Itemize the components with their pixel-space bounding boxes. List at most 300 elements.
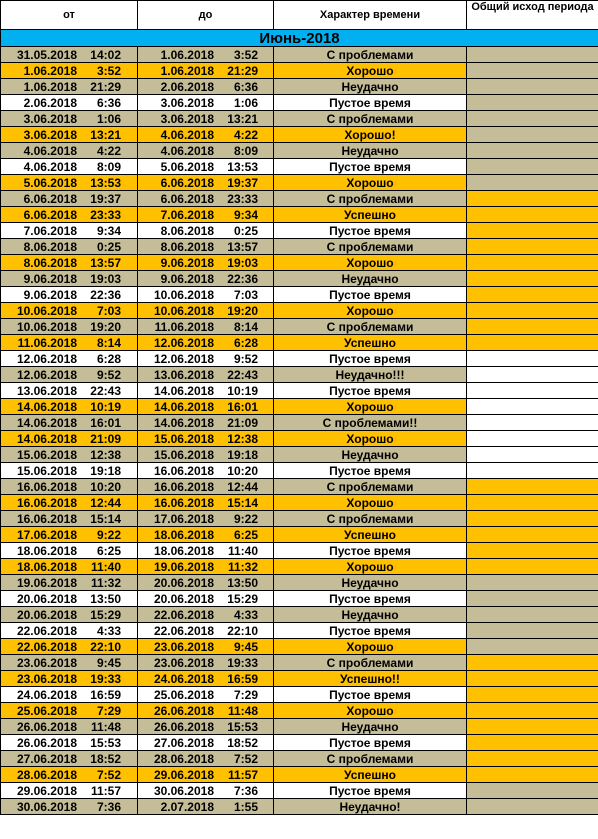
table-row bbox=[1, 447, 598, 463]
from-cell-date: 10.06.2018 bbox=[16, 303, 77, 318]
to-cell-date: 25.06.2018 bbox=[153, 687, 214, 702]
total-cell bbox=[467, 383, 598, 399]
to-cell bbox=[138, 191, 274, 207]
to-cell-time: 11:40 bbox=[227, 543, 258, 558]
to-cell bbox=[138, 383, 274, 399]
from-cell-time: 19:37 bbox=[90, 191, 121, 206]
to-cell-time: 7:29 bbox=[233, 687, 258, 702]
to-cell-time: 10:19 bbox=[227, 383, 258, 398]
from-cell-time: 19:18 bbox=[90, 463, 121, 478]
from-cell-time: 8:14 bbox=[96, 335, 121, 350]
total-cell bbox=[467, 255, 598, 271]
to-cell bbox=[138, 719, 274, 735]
from-cell bbox=[1, 495, 138, 511]
to-cell-time: 6:36 bbox=[233, 79, 258, 94]
to-cell bbox=[138, 207, 274, 223]
from-cell-date: 26.06.2018 bbox=[16, 735, 77, 750]
to-cell-time: 1:06 bbox=[233, 95, 258, 110]
to-cell-date: 5.06.2018 bbox=[160, 159, 214, 174]
from-cell-date: 3.06.2018 bbox=[23, 127, 77, 142]
to-cell-time: 11:32 bbox=[227, 559, 258, 574]
from-cell-time: 19:20 bbox=[90, 319, 121, 334]
to-cell bbox=[138, 431, 274, 447]
to-cell-date: 30.06.2018 bbox=[153, 783, 214, 798]
character-cell: Хорошо bbox=[274, 559, 467, 575]
from-cell-time: 21:29 bbox=[90, 79, 121, 94]
character-cell: С проблемами bbox=[274, 479, 467, 495]
table-row bbox=[1, 463, 598, 479]
from-cell-time: 11:40 bbox=[90, 559, 121, 574]
from-cell-time: 13:53 bbox=[90, 175, 121, 190]
total-cell bbox=[467, 351, 598, 367]
to-cell-date: 11.06.2018 bbox=[154, 319, 214, 334]
from-cell-date: 4.06.2018 bbox=[23, 159, 77, 174]
to-cell bbox=[138, 559, 274, 575]
total-cell bbox=[467, 399, 598, 415]
from-cell bbox=[1, 143, 138, 159]
to-cell bbox=[138, 415, 274, 431]
character-cell: Неудачно bbox=[274, 607, 467, 623]
from-cell bbox=[1, 175, 138, 191]
to-cell bbox=[138, 703, 274, 719]
character-cell: Неудачно bbox=[274, 447, 467, 463]
from-cell-time: 13:21 bbox=[90, 127, 121, 142]
from-cell-date: 2.06.2018 bbox=[23, 95, 77, 110]
table-row bbox=[1, 751, 598, 767]
character-cell: С проблемами bbox=[274, 47, 467, 63]
to-cell-date: 29.06.2018 bbox=[153, 767, 214, 782]
from-cell bbox=[1, 799, 138, 815]
from-cell-date: 30.06.2018 bbox=[16, 799, 77, 814]
table-row bbox=[1, 399, 598, 415]
table-row bbox=[1, 719, 598, 735]
table-row bbox=[1, 287, 598, 303]
total-cell bbox=[467, 111, 598, 127]
to-cell-time: 15:29 bbox=[227, 591, 258, 606]
from-cell bbox=[1, 463, 138, 479]
to-cell bbox=[138, 303, 274, 319]
table-row bbox=[1, 639, 598, 655]
to-cell bbox=[138, 655, 274, 671]
total-cell bbox=[467, 223, 598, 239]
table-row bbox=[1, 143, 598, 159]
table-row bbox=[1, 735, 598, 751]
character-cell: С проблемами bbox=[274, 239, 467, 255]
to-cell-date: 15.06.2018 bbox=[153, 447, 214, 462]
total-cell bbox=[467, 719, 598, 735]
to-cell-date: 23.06.2018 bbox=[153, 639, 214, 654]
to-cell bbox=[138, 79, 274, 95]
from-cell bbox=[1, 367, 138, 383]
from-cell-time: 16:01 bbox=[90, 415, 121, 430]
from-cell-time: 7:52 bbox=[96, 767, 121, 782]
total-cell bbox=[467, 143, 598, 159]
to-cell-date: 26.06.2018 bbox=[153, 719, 214, 734]
to-cell bbox=[138, 639, 274, 655]
from-cell-date: 18.06.2018 bbox=[16, 543, 77, 558]
character-cell: Пустое время bbox=[274, 591, 467, 607]
month-title: Июнь-2018 bbox=[1, 30, 598, 47]
character-cell: Хорошо bbox=[274, 639, 467, 655]
total-cell bbox=[467, 575, 598, 591]
from-cell bbox=[1, 575, 138, 591]
character-cell: Пустое время bbox=[274, 687, 467, 703]
from-cell bbox=[1, 527, 138, 543]
header-from: от bbox=[1, 1, 138, 30]
from-cell-date: 23.06.2018 bbox=[16, 655, 77, 670]
character-cell: Пустое время bbox=[274, 463, 467, 479]
from-cell bbox=[1, 239, 138, 255]
total-cell bbox=[467, 159, 598, 175]
table-row bbox=[1, 95, 598, 111]
character-cell: Неудачно bbox=[274, 271, 467, 287]
table-row bbox=[1, 351, 598, 367]
to-cell-time: 19:33 bbox=[227, 655, 258, 670]
total-cell bbox=[467, 511, 598, 527]
to-cell-time: 12:44 bbox=[227, 479, 258, 494]
to-cell-date: 26.06.2018 bbox=[153, 703, 214, 718]
total-cell bbox=[467, 783, 598, 799]
from-cell-time: 9:52 bbox=[96, 367, 121, 382]
to-cell bbox=[138, 351, 274, 367]
character-cell: Успешно bbox=[274, 207, 467, 223]
character-cell: Успешно!! bbox=[274, 671, 467, 687]
from-cell-date: 14.06.2018 bbox=[16, 399, 77, 414]
from-cell-date: 8.06.2018 bbox=[23, 239, 77, 254]
from-cell bbox=[1, 687, 138, 703]
from-cell-date: 7.06.2018 bbox=[23, 223, 77, 238]
table-body bbox=[1, 47, 598, 815]
to-cell-date: 18.06.2018 bbox=[153, 543, 214, 558]
to-cell-time: 8:14 bbox=[233, 319, 258, 334]
character-cell: С проблемами bbox=[274, 111, 467, 127]
to-cell-date: 1.06.2018 bbox=[160, 47, 214, 62]
from-cell-date: 1.06.2018 bbox=[23, 63, 77, 78]
from-cell bbox=[1, 655, 138, 671]
to-cell bbox=[138, 127, 274, 143]
from-cell bbox=[1, 63, 138, 79]
from-cell-time: 10:20 bbox=[90, 479, 121, 494]
to-cell-time: 21:29 bbox=[227, 63, 258, 78]
to-cell-time: 1:55 bbox=[233, 799, 258, 814]
to-cell-date: 9.06.2018 bbox=[160, 271, 214, 286]
to-cell-time: 22:36 bbox=[227, 271, 258, 286]
from-cell-date: 1.06.2018 bbox=[23, 79, 77, 94]
to-cell bbox=[138, 607, 274, 623]
to-cell-time: 19:18 bbox=[227, 447, 258, 462]
to-cell bbox=[138, 239, 274, 255]
to-cell-date: 8.06.2018 bbox=[160, 239, 214, 254]
to-cell-date: 12.06.2018 bbox=[153, 351, 214, 366]
table-row bbox=[1, 799, 598, 815]
to-cell-date: 17.06.2018 bbox=[153, 511, 214, 526]
to-cell-time: 19:37 bbox=[227, 175, 258, 190]
from-cell-date: 8.06.2018 bbox=[23, 255, 77, 270]
table-row bbox=[1, 271, 598, 287]
to-cell-time: 0:25 bbox=[233, 223, 258, 238]
character-cell: Неудачно!!! bbox=[274, 367, 467, 383]
table-row bbox=[1, 543, 598, 559]
from-cell-time: 22:43 bbox=[90, 383, 121, 398]
character-cell: С проблемами bbox=[274, 751, 467, 767]
from-cell-time: 16:59 bbox=[90, 687, 121, 702]
table-row bbox=[1, 591, 598, 607]
from-cell-time: 7:29 bbox=[96, 703, 121, 718]
character-cell: Хорошо! bbox=[274, 127, 467, 143]
character-cell: Хорошо bbox=[274, 399, 467, 415]
to-cell bbox=[138, 175, 274, 191]
from-cell bbox=[1, 735, 138, 751]
to-cell bbox=[138, 319, 274, 335]
from-cell-time: 11:48 bbox=[90, 719, 121, 734]
from-cell bbox=[1, 223, 138, 239]
to-cell bbox=[138, 783, 274, 799]
from-cell-date: 27.06.2018 bbox=[16, 751, 77, 766]
table-row bbox=[1, 575, 598, 591]
to-cell-date: 3.06.2018 bbox=[160, 95, 214, 110]
table-row bbox=[1, 527, 598, 543]
to-cell-date: 3.06.2018 bbox=[160, 111, 214, 126]
to-cell-date: 14.06.2018 bbox=[153, 383, 214, 398]
from-cell bbox=[1, 751, 138, 767]
table-row bbox=[1, 383, 598, 399]
from-cell bbox=[1, 191, 138, 207]
to-cell-date: 16.06.2018 bbox=[153, 479, 214, 494]
total-cell bbox=[467, 735, 598, 751]
from-cell-date: 26.06.2018 bbox=[16, 719, 77, 734]
from-cell bbox=[1, 591, 138, 607]
from-cell bbox=[1, 47, 138, 63]
character-cell: С проблемами bbox=[274, 655, 467, 671]
from-cell-date: 16.06.2018 bbox=[16, 495, 77, 510]
to-cell-time: 15:14 bbox=[227, 495, 258, 510]
table-row bbox=[1, 495, 598, 511]
from-cell bbox=[1, 543, 138, 559]
header-to: до bbox=[138, 1, 274, 30]
to-cell-date: 20.06.2018 bbox=[153, 575, 214, 590]
header-total: Общий исход периода bbox=[467, 1, 598, 30]
from-cell-date: 9.06.2018 bbox=[23, 271, 77, 286]
to-cell bbox=[138, 447, 274, 463]
to-cell bbox=[138, 399, 274, 415]
to-cell-date: 19.06.2018 bbox=[153, 559, 214, 574]
character-cell: Пустое время bbox=[274, 287, 467, 303]
to-cell-time: 11:48 bbox=[227, 703, 258, 718]
table-row bbox=[1, 319, 598, 335]
total-cell bbox=[467, 335, 598, 351]
from-cell bbox=[1, 255, 138, 271]
character-cell: Пустое время bbox=[274, 623, 467, 639]
to-cell-time: 8:09 bbox=[233, 143, 258, 158]
total-cell bbox=[467, 527, 598, 543]
to-cell bbox=[138, 63, 274, 79]
from-cell-date: 20.06.2018 bbox=[16, 607, 77, 622]
from-cell bbox=[1, 719, 138, 735]
from-cell-time: 4:22 bbox=[96, 143, 121, 158]
from-cell bbox=[1, 767, 138, 783]
from-cell bbox=[1, 399, 138, 415]
from-cell-time: 15:14 bbox=[90, 511, 121, 526]
to-cell-date: 22.06.2018 bbox=[153, 607, 214, 622]
from-cell bbox=[1, 95, 138, 111]
total-cell bbox=[467, 687, 598, 703]
from-cell bbox=[1, 415, 138, 431]
to-cell-time: 7:36 bbox=[233, 783, 258, 798]
to-cell-date: 2.07.2018 bbox=[160, 799, 214, 814]
character-cell: Хорошо bbox=[274, 255, 467, 271]
to-cell-date: 22.06.2018 bbox=[153, 623, 214, 638]
to-cell-date: 15.06.2018 bbox=[153, 431, 214, 446]
to-cell-time: 13:57 bbox=[227, 239, 258, 254]
from-cell-time: 10:19 bbox=[90, 399, 121, 414]
total-cell bbox=[467, 703, 598, 719]
from-cell-date: 28.06.2018 bbox=[16, 767, 77, 782]
to-cell bbox=[138, 479, 274, 495]
table-row bbox=[1, 159, 598, 175]
from-cell-date: 12.06.2018 bbox=[16, 367, 77, 382]
table-row bbox=[1, 767, 598, 783]
to-cell-date: 10.06.2018 bbox=[153, 287, 214, 302]
to-cell-time: 13:50 bbox=[227, 575, 258, 590]
to-cell bbox=[138, 287, 274, 303]
from-cell-date: 22.06.2018 bbox=[16, 623, 77, 638]
to-cell-time: 12:38 bbox=[227, 431, 258, 446]
from-cell-date: 18.06.2018 bbox=[16, 559, 77, 574]
to-cell-time: 3:52 bbox=[233, 47, 258, 62]
from-cell bbox=[1, 335, 138, 351]
from-cell bbox=[1, 271, 138, 287]
to-cell bbox=[138, 335, 274, 351]
from-cell-time: 22:36 bbox=[90, 287, 121, 302]
to-cell-date: 13.06.2018 bbox=[153, 367, 214, 382]
total-cell bbox=[467, 623, 598, 639]
from-cell bbox=[1, 703, 138, 719]
character-cell: Неудачно bbox=[274, 143, 467, 159]
table-row bbox=[1, 687, 598, 703]
character-cell: С проблемами bbox=[274, 511, 467, 527]
table-row bbox=[1, 207, 598, 223]
to-cell bbox=[138, 143, 274, 159]
to-cell-time: 13:53 bbox=[227, 159, 258, 174]
to-cell-date: 7.06.2018 bbox=[160, 207, 214, 222]
table-row bbox=[1, 623, 598, 639]
character-cell: Неудачно bbox=[274, 79, 467, 95]
to-cell bbox=[138, 687, 274, 703]
from-cell-date: 25.06.2018 bbox=[16, 703, 77, 718]
to-cell-time: 4:33 bbox=[233, 607, 258, 622]
from-cell-date: 16.06.2018 bbox=[16, 511, 77, 526]
to-cell-time: 7:03 bbox=[233, 287, 258, 302]
character-cell: С проблемами bbox=[274, 319, 467, 335]
to-cell bbox=[138, 591, 274, 607]
to-cell bbox=[138, 47, 274, 63]
to-cell-time: 7:52 bbox=[233, 751, 258, 766]
from-cell-time: 15:29 bbox=[90, 607, 121, 622]
total-cell bbox=[467, 239, 598, 255]
character-cell: Неудачно bbox=[274, 719, 467, 735]
from-cell bbox=[1, 783, 138, 799]
to-cell bbox=[138, 511, 274, 527]
from-cell-time: 19:33 bbox=[90, 671, 121, 686]
from-cell-time: 6:36 bbox=[96, 95, 121, 110]
to-cell-date: 14.06.2018 bbox=[153, 415, 214, 430]
from-cell bbox=[1, 79, 138, 95]
total-cell bbox=[467, 319, 598, 335]
total-cell bbox=[467, 799, 598, 815]
from-cell bbox=[1, 207, 138, 223]
from-cell-time: 9:22 bbox=[96, 527, 121, 542]
to-cell-date: 24.06.2018 bbox=[153, 671, 214, 686]
total-cell bbox=[467, 479, 598, 495]
to-cell-time: 16:59 bbox=[227, 671, 258, 686]
table-row bbox=[1, 239, 598, 255]
from-cell-date: 15.06.2018 bbox=[16, 447, 77, 462]
to-cell-time: 9:22 bbox=[233, 511, 258, 526]
table-row bbox=[1, 511, 598, 527]
table-row bbox=[1, 479, 598, 495]
to-cell-time: 6:28 bbox=[233, 335, 258, 350]
from-cell-time: 0:25 bbox=[96, 239, 121, 254]
table-row bbox=[1, 175, 598, 191]
table-row bbox=[1, 671, 598, 687]
from-cell-date: 16.06.2018 bbox=[16, 479, 77, 494]
character-cell: С проблемами bbox=[274, 191, 467, 207]
to-cell-date: 2.06.2018 bbox=[160, 79, 214, 94]
character-cell: Успешно bbox=[274, 527, 467, 543]
from-cell-date: 14.06.2018 bbox=[16, 415, 77, 430]
total-cell bbox=[467, 767, 598, 783]
to-cell-time: 22:43 bbox=[227, 367, 258, 382]
character-cell: Хорошо bbox=[274, 703, 467, 719]
total-cell bbox=[467, 415, 598, 431]
character-cell: Пустое время bbox=[274, 783, 467, 799]
character-cell: С проблемами!! bbox=[274, 415, 467, 431]
from-cell-time: 14:02 bbox=[90, 47, 121, 62]
total-cell bbox=[467, 591, 598, 607]
from-cell-date: 10.06.2018 bbox=[16, 319, 77, 334]
character-cell: Пустое время bbox=[274, 735, 467, 751]
character-cell: Пустое время bbox=[274, 383, 467, 399]
from-cell-time: 7:36 bbox=[96, 799, 121, 814]
from-cell bbox=[1, 447, 138, 463]
from-cell bbox=[1, 623, 138, 639]
table-row bbox=[1, 559, 598, 575]
total-cell bbox=[467, 191, 598, 207]
from-cell-time: 21:09 bbox=[90, 431, 121, 446]
total-cell bbox=[467, 543, 598, 559]
to-cell-date: 1.06.2018 bbox=[160, 63, 214, 78]
from-cell-date: 22.06.2018 bbox=[16, 639, 77, 654]
table-row bbox=[1, 111, 598, 127]
from-cell-date: 23.06.2018 bbox=[16, 671, 77, 686]
from-cell bbox=[1, 127, 138, 143]
from-cell bbox=[1, 559, 138, 575]
table-row bbox=[1, 127, 598, 143]
from-cell-time: 18:52 bbox=[90, 751, 121, 766]
to-cell-time: 9:34 bbox=[233, 207, 258, 222]
from-cell bbox=[1, 431, 138, 447]
table-row bbox=[1, 655, 598, 671]
to-cell-date: 23.06.2018 bbox=[153, 655, 214, 670]
from-cell-date: 13.06.2018 bbox=[16, 383, 77, 398]
to-cell bbox=[138, 527, 274, 543]
from-cell bbox=[1, 159, 138, 175]
to-cell-time: 19:20 bbox=[227, 303, 258, 318]
to-cell bbox=[138, 271, 274, 287]
from-cell-time: 9:34 bbox=[96, 223, 121, 238]
from-cell bbox=[1, 383, 138, 399]
table-row bbox=[1, 367, 598, 383]
